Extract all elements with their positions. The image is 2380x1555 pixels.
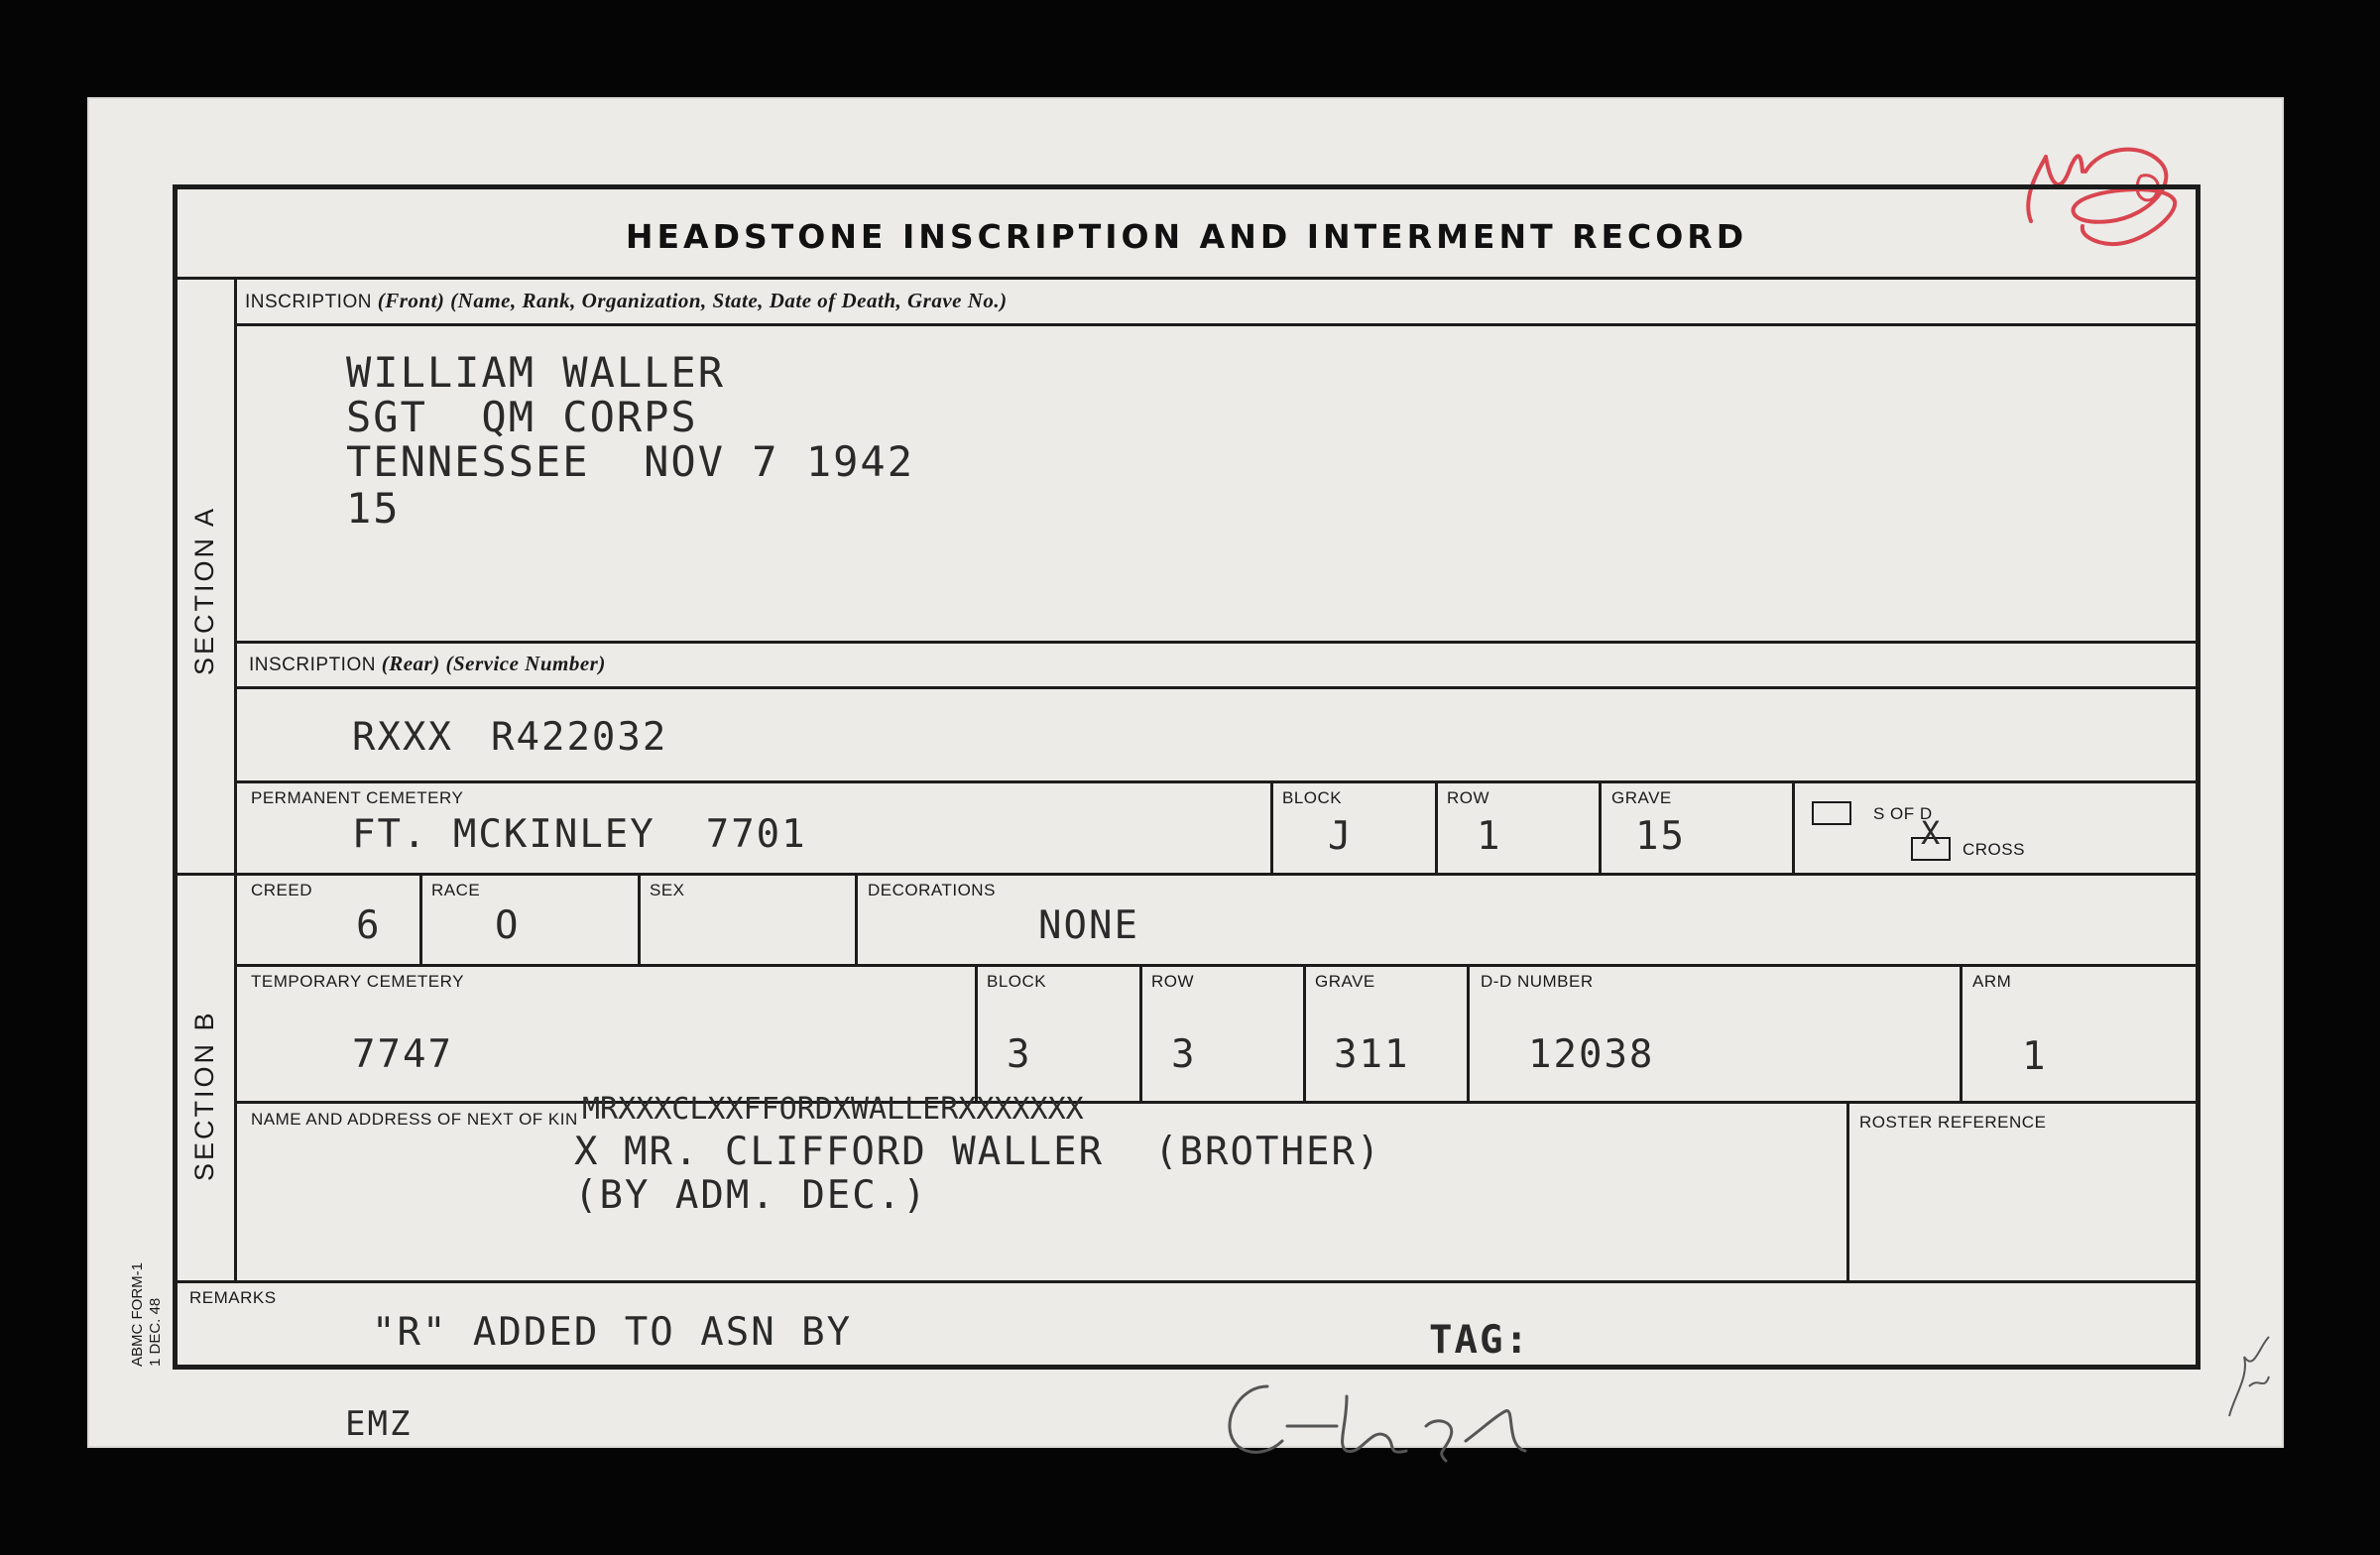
permanent-grave-label: GRAVE	[1611, 788, 1672, 807]
dd-number-label: D-D NUMBER	[1481, 972, 1594, 991]
dd-number-value: 12038	[1528, 1032, 1655, 1077]
permanent-cemetery-label: PERMANENT CEMETERY	[251, 788, 464, 807]
roster-reference-label: ROSTER REFERENCE	[1859, 1113, 2047, 1132]
temporary-row-value: 3	[1171, 1032, 1197, 1077]
inscription-front-line2: SGT QM CORPS	[346, 393, 698, 441]
inscription-front-line1: WILLIAM WALLER	[346, 348, 726, 397]
clerk-initials: EMZ	[345, 1404, 413, 1444]
form-id-line1: ABMC FORM-1	[129, 1262, 146, 1367]
service-number: R422032	[491, 715, 668, 760]
next-of-kin-line1: MR. CLIFFORD WALLER (BROTHER)	[624, 1130, 1382, 1174]
inscription-front-line4: 15	[346, 484, 401, 533]
temporary-row-label: ROW	[1151, 972, 1195, 991]
permanent-row-value: 1	[1477, 814, 1502, 859]
decorations-label: DECORATIONS	[868, 881, 996, 899]
sofd-label: S OF D	[1873, 804, 1933, 823]
arm-value: 1	[2022, 1034, 2048, 1079]
race-value: O	[495, 903, 521, 948]
form-card	[87, 97, 2284, 1448]
race-label: RACE	[431, 881, 481, 899]
cross-label: CROSS	[1963, 840, 2025, 859]
inscription-rear-label	[249, 652, 606, 676]
section-b-label: SECTION B	[189, 1010, 219, 1181]
form-id-line2: 1 DEC. 48	[147, 1297, 164, 1367]
creed-label: CREED	[251, 881, 313, 899]
permanent-cemetery-value: FT. MCKINLEY 7701	[352, 812, 807, 857]
sex-label: SEX	[650, 881, 685, 899]
temporary-block-value: 3	[1007, 1032, 1032, 1077]
inscription-front-label-text: INSCRIPTION	[245, 292, 372, 312]
remarks-label: REMARKS	[189, 1288, 277, 1307]
inscription-front-line3: TENNESSEE NOV 7 1942	[346, 437, 915, 486]
next-of-kin-line2: (BY ADM. DEC.)	[574, 1173, 928, 1218]
tag-label: TAG:	[1429, 1318, 1530, 1363]
temporary-grave-label: GRAVE	[1315, 972, 1375, 991]
next-of-kin-mark: X	[574, 1130, 600, 1174]
pencil-scribble-right	[2219, 1317, 2279, 1426]
record-form	[173, 184, 2201, 1370]
next-of-kin-label: NAME AND ADDRESS OF NEXT OF KIN	[251, 1110, 578, 1129]
inscription-rear-struck: RXXX	[352, 715, 453, 760]
cross-check-mark: X	[1921, 814, 1943, 852]
inscription-rear-label-text: INSCRIPTION	[249, 655, 376, 675]
section-a-label: SECTION A	[189, 505, 219, 675]
arm-label: ARM	[1972, 972, 2012, 991]
inscription-rear-label-italic: (Rear) (Service Number)	[381, 652, 606, 675]
creed-value: 6	[356, 903, 382, 948]
permanent-grave-value: 15	[1635, 814, 1686, 859]
temporary-grave-value: 311	[1334, 1032, 1410, 1077]
form-id	[129, 1262, 165, 1367]
permanent-block-label: BLOCK	[1282, 788, 1343, 807]
next-of-kin-struck: MRXXXCLXXFFORDXWALLERXXXXXXX	[582, 1092, 1084, 1127]
temporary-cemetery-label: TEMPORARY CEMETERY	[251, 972, 464, 991]
inscription-front-label-italic: (Front) (Name, Rank, Organization, State, Date of Death, Grave No.)	[377, 289, 1008, 312]
permanent-block-value: J	[1328, 814, 1354, 859]
inscription-front-label	[245, 289, 1008, 313]
sofd-checkbox[interactable]	[1812, 801, 1851, 825]
pencil-signature	[1198, 1367, 1575, 1476]
permanent-row-label: ROW	[1447, 788, 1490, 807]
decorations-value: NONE	[1038, 903, 1139, 948]
temporary-cemetery-value: 7747	[352, 1032, 453, 1077]
form-title: HEADSTONE INSCRIPTION AND INTERMENT RECORD	[625, 217, 1748, 256]
temporary-block-label: BLOCK	[987, 972, 1047, 991]
remarks-text: "R" ADDED TO ASN BY	[372, 1310, 853, 1355]
